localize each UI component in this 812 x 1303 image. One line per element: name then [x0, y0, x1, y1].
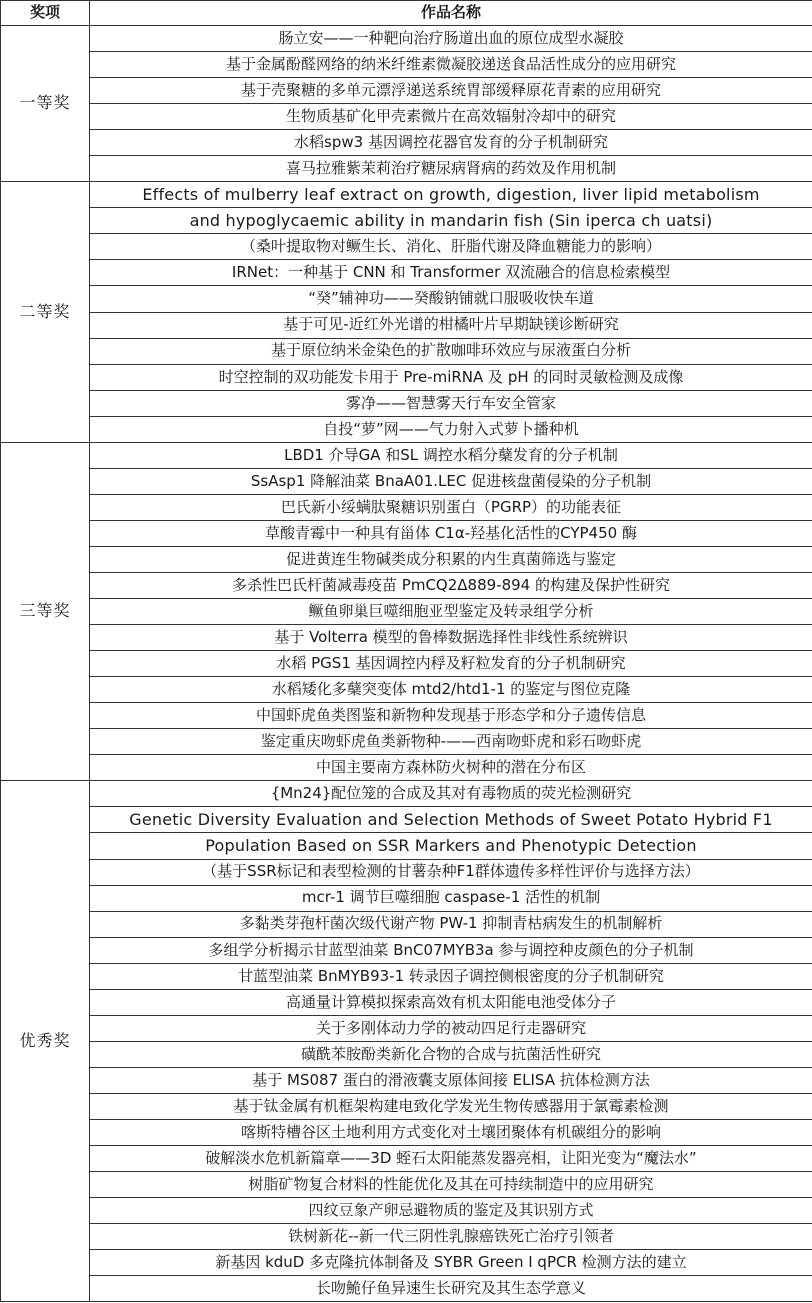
table-row [1, 599, 812, 625]
work-title: 肠立安——一种靶向治疗肠道出血的原位成型水凝胶 [90, 26, 812, 52]
work-title: 磺酰苯胺酚类新化合物的合成与抗菌活性研究 [90, 1041, 812, 1067]
work-title: 基于 Volterra 模型的鲁棒数据选择性非线性系统辨识 [90, 625, 812, 651]
work-title: mcr-1 调节巨噬细胞 caspase-1 活性的机制 [90, 885, 812, 911]
work-title: 水稻spw3 基因调控花器官发育的分子机制研究 [90, 130, 812, 156]
header-category: 奖项 [1, 1, 90, 26]
table-row [1, 1119, 812, 1145]
table-row [1, 130, 812, 156]
work-title: 中国虾虎鱼类图鉴和新物种发现基于形态学和分子遗传信息 [90, 703, 812, 729]
table-row [1, 416, 812, 442]
table-row [1, 1250, 812, 1276]
table-row [1, 885, 812, 911]
table-row [1, 520, 812, 546]
work-title: 喀斯特槽谷区土地利用方式变化对土壤团聚体有机碳组分的影响 [90, 1119, 812, 1145]
table-row [1, 312, 812, 338]
table-row [1, 859, 812, 885]
header-row [1, 1, 812, 26]
table-row [1, 755, 812, 781]
work-title: 鳜鱼卵巢巨噬细胞亚型鉴定及转录组学分析 [90, 599, 812, 625]
work-title: 水稻矮化多蘖突变体 mtd2/htd1-1 的鉴定与图位克隆 [90, 677, 812, 703]
table-row [1, 1041, 812, 1067]
table-row [1, 781, 812, 807]
table-row [1, 364, 812, 390]
work-title: 四纹豆象产卵忌避物质的鉴定及其识别方式 [90, 1198, 812, 1224]
work-title: 巴氏新小绥螨肽聚糖识别蛋白（PGRP）的功能表征 [90, 494, 812, 520]
work-title: Population Based on SSR Markers and Phenotypic Detection [90, 833, 812, 859]
table-row [1, 78, 812, 104]
table-row [1, 677, 812, 703]
work-title: 长吻鮠仔鱼异速生长研究及其生态学意义 [90, 1276, 812, 1302]
work-title: and hypoglycaemic ability in mandarin fish (Sin iperca ch uatsi) [90, 208, 812, 234]
table-row [1, 651, 812, 677]
table-row [1, 729, 812, 755]
table-row [1, 833, 812, 859]
table-row [1, 104, 812, 130]
work-title: 生物质基矿化甲壳素微片在高效辐射冷却中的研究 [90, 104, 812, 130]
table-row [1, 208, 812, 234]
table-row [1, 390, 812, 416]
table-row [1, 963, 812, 989]
table-row [1, 572, 812, 598]
work-title: 新基因 kduD 多克隆抗体制备及 SYBR Green Ⅰ qPCR 检测方法的建立 [90, 1250, 812, 1276]
work-title: 草酸青霉中一种具有甾体 C1α-羟基化活性的CYP450 酶 [90, 520, 812, 546]
work-title: 中国主要南方森林防火树种的潜在分布区 [90, 755, 812, 781]
award-category: 三等奖 [1, 442, 90, 781]
work-title: IRNet：一种基于 CNN 和 Transformer 双流融合的信息检索模型 [90, 260, 812, 286]
work-title: 铁树新花--新一代三阴性乳腺癌铁死亡治疗引领者 [90, 1224, 812, 1250]
table-row [1, 911, 812, 937]
work-title: 雾净——智慧雾天行车安全管家 [90, 390, 812, 416]
work-title: 基于钛金属有机框架构建电致化学发光生物传感器用于氯霉素检测 [90, 1093, 812, 1119]
table-row [1, 625, 812, 651]
table-row [1, 807, 812, 833]
work-title: 鉴定重庆吻虾虎鱼类新物种-——西南吻虾虎和彩石吻虾虎 [90, 729, 812, 755]
work-title: SsAsp1 降解油菜 BnaA01.LEC 促进核盘菌侵染的分子机制 [90, 468, 812, 494]
table-row [1, 1093, 812, 1119]
work-title: 基于原位纳米金染色的扩散咖啡环效应与尿液蛋白分析 [90, 338, 812, 364]
header-title: 作品名称 [90, 1, 812, 26]
table-row [1, 703, 812, 729]
work-title: 基于金属酚醛网络的纳米纤维素微凝胶递送食品活性成分的应用研究 [90, 52, 812, 78]
awards-body [1, 26, 812, 1302]
table-row [1, 937, 812, 963]
work-title: 破解淡水危机新篇章——3D 蛭石太阳能蒸发器亮相，让阳光变为“魔法水” [90, 1146, 812, 1172]
work-title: LBD1 介导GA 和SL 调控水稻分蘖发育的分子机制 [90, 442, 812, 468]
table-row [1, 338, 812, 364]
work-title: （基于SSR标记和表型检测的甘薯杂种F1群体遗传多样性评价与选择方法） [90, 859, 812, 885]
work-title: 高通量计算模拟探索高效有机太阳能电池受体分子 [90, 989, 812, 1015]
table-row [1, 1276, 812, 1302]
table-row [1, 52, 812, 78]
table-row [1, 494, 812, 520]
work-title: “癸”辅神功——癸酸钠铺就口服吸收快车道 [90, 286, 812, 312]
work-title: 自投“萝”网——气力射入式萝卜播种机 [90, 416, 812, 442]
table-row [1, 182, 812, 208]
table-row [1, 442, 812, 468]
table-row [1, 1067, 812, 1093]
table-row [1, 1146, 812, 1172]
table-row [1, 989, 812, 1015]
table-row [1, 260, 812, 286]
award-category: 一等奖 [1, 26, 90, 182]
work-title: 水稻 PGS1 基因调控内稃及籽粒发育的分子机制研究 [90, 651, 812, 677]
table-row [1, 26, 812, 52]
work-title: 基于壳聚糖的多单元漂浮递送系统胃部缓释原花青素的应用研究 [90, 78, 812, 104]
table-row [1, 546, 812, 572]
table-row [1, 468, 812, 494]
work-title: 基于可见-近红外光谱的柑橘叶片早期缺镁诊断研究 [90, 312, 812, 338]
work-title: 促进黄连生物碱类成分积累的内生真菌筛选与鉴定 [90, 546, 812, 572]
work-title: 喜马拉雅紫茉莉治疗糖尿病肾病的药效及作用机制 [90, 156, 812, 182]
table-row [1, 234, 812, 260]
work-title: {Mn24}配位笼的合成及其对有毒物质的荧光检测研究 [90, 781, 812, 807]
table-row [1, 1172, 812, 1198]
work-title: Effects of mulberry leaf extract on growth, digestion, liver lipid metabolism [90, 182, 812, 208]
work-title: 多组学分析揭示甘蓝型油菜 BnC07MYB3a 参与调控种皮颜色的分子机制 [90, 937, 812, 963]
work-title: 多黏类芽孢杆菌次级代谢产物 PW-1 抑制青枯病发生的机制解析 [90, 911, 812, 937]
work-title: （桑叶提取物对鳜生长、消化、肝脂代谢及降血糖能力的影响） [90, 234, 812, 260]
work-title: Genetic Diversity Evaluation and Selection Methods of Sweet Potato Hybrid F1 [90, 807, 812, 833]
table-row [1, 1198, 812, 1224]
work-title: 多杀性巴氏杆菌减毒疫苗 PmCQ2Δ889-894 的构建及保护性研究 [90, 572, 812, 598]
work-title: 关于多刚体动力学的被动四足行走器研究 [90, 1015, 812, 1041]
table-row [1, 156, 812, 182]
work-title: 基于 MS087 蛋白的滑液囊支原体间接 ELISA 抗体检测方法 [90, 1067, 812, 1093]
table-row [1, 1224, 812, 1250]
award-category: 优秀奖 [1, 781, 90, 1302]
table-row [1, 286, 812, 312]
award-category: 二等奖 [1, 182, 90, 442]
work-title: 树脂矿物复合材料的性能优化及其在可持续制造中的应用研究 [90, 1172, 812, 1198]
work-title: 时空控制的双功能发卡用于 Pre-miRNA 及 pH 的同时灵敏检测及成像 [90, 364, 812, 390]
work-title: 甘蓝型油菜 BnMYB93-1 转录因子调控侧根密度的分子机制研究 [90, 963, 812, 989]
table-row [1, 1015, 812, 1041]
